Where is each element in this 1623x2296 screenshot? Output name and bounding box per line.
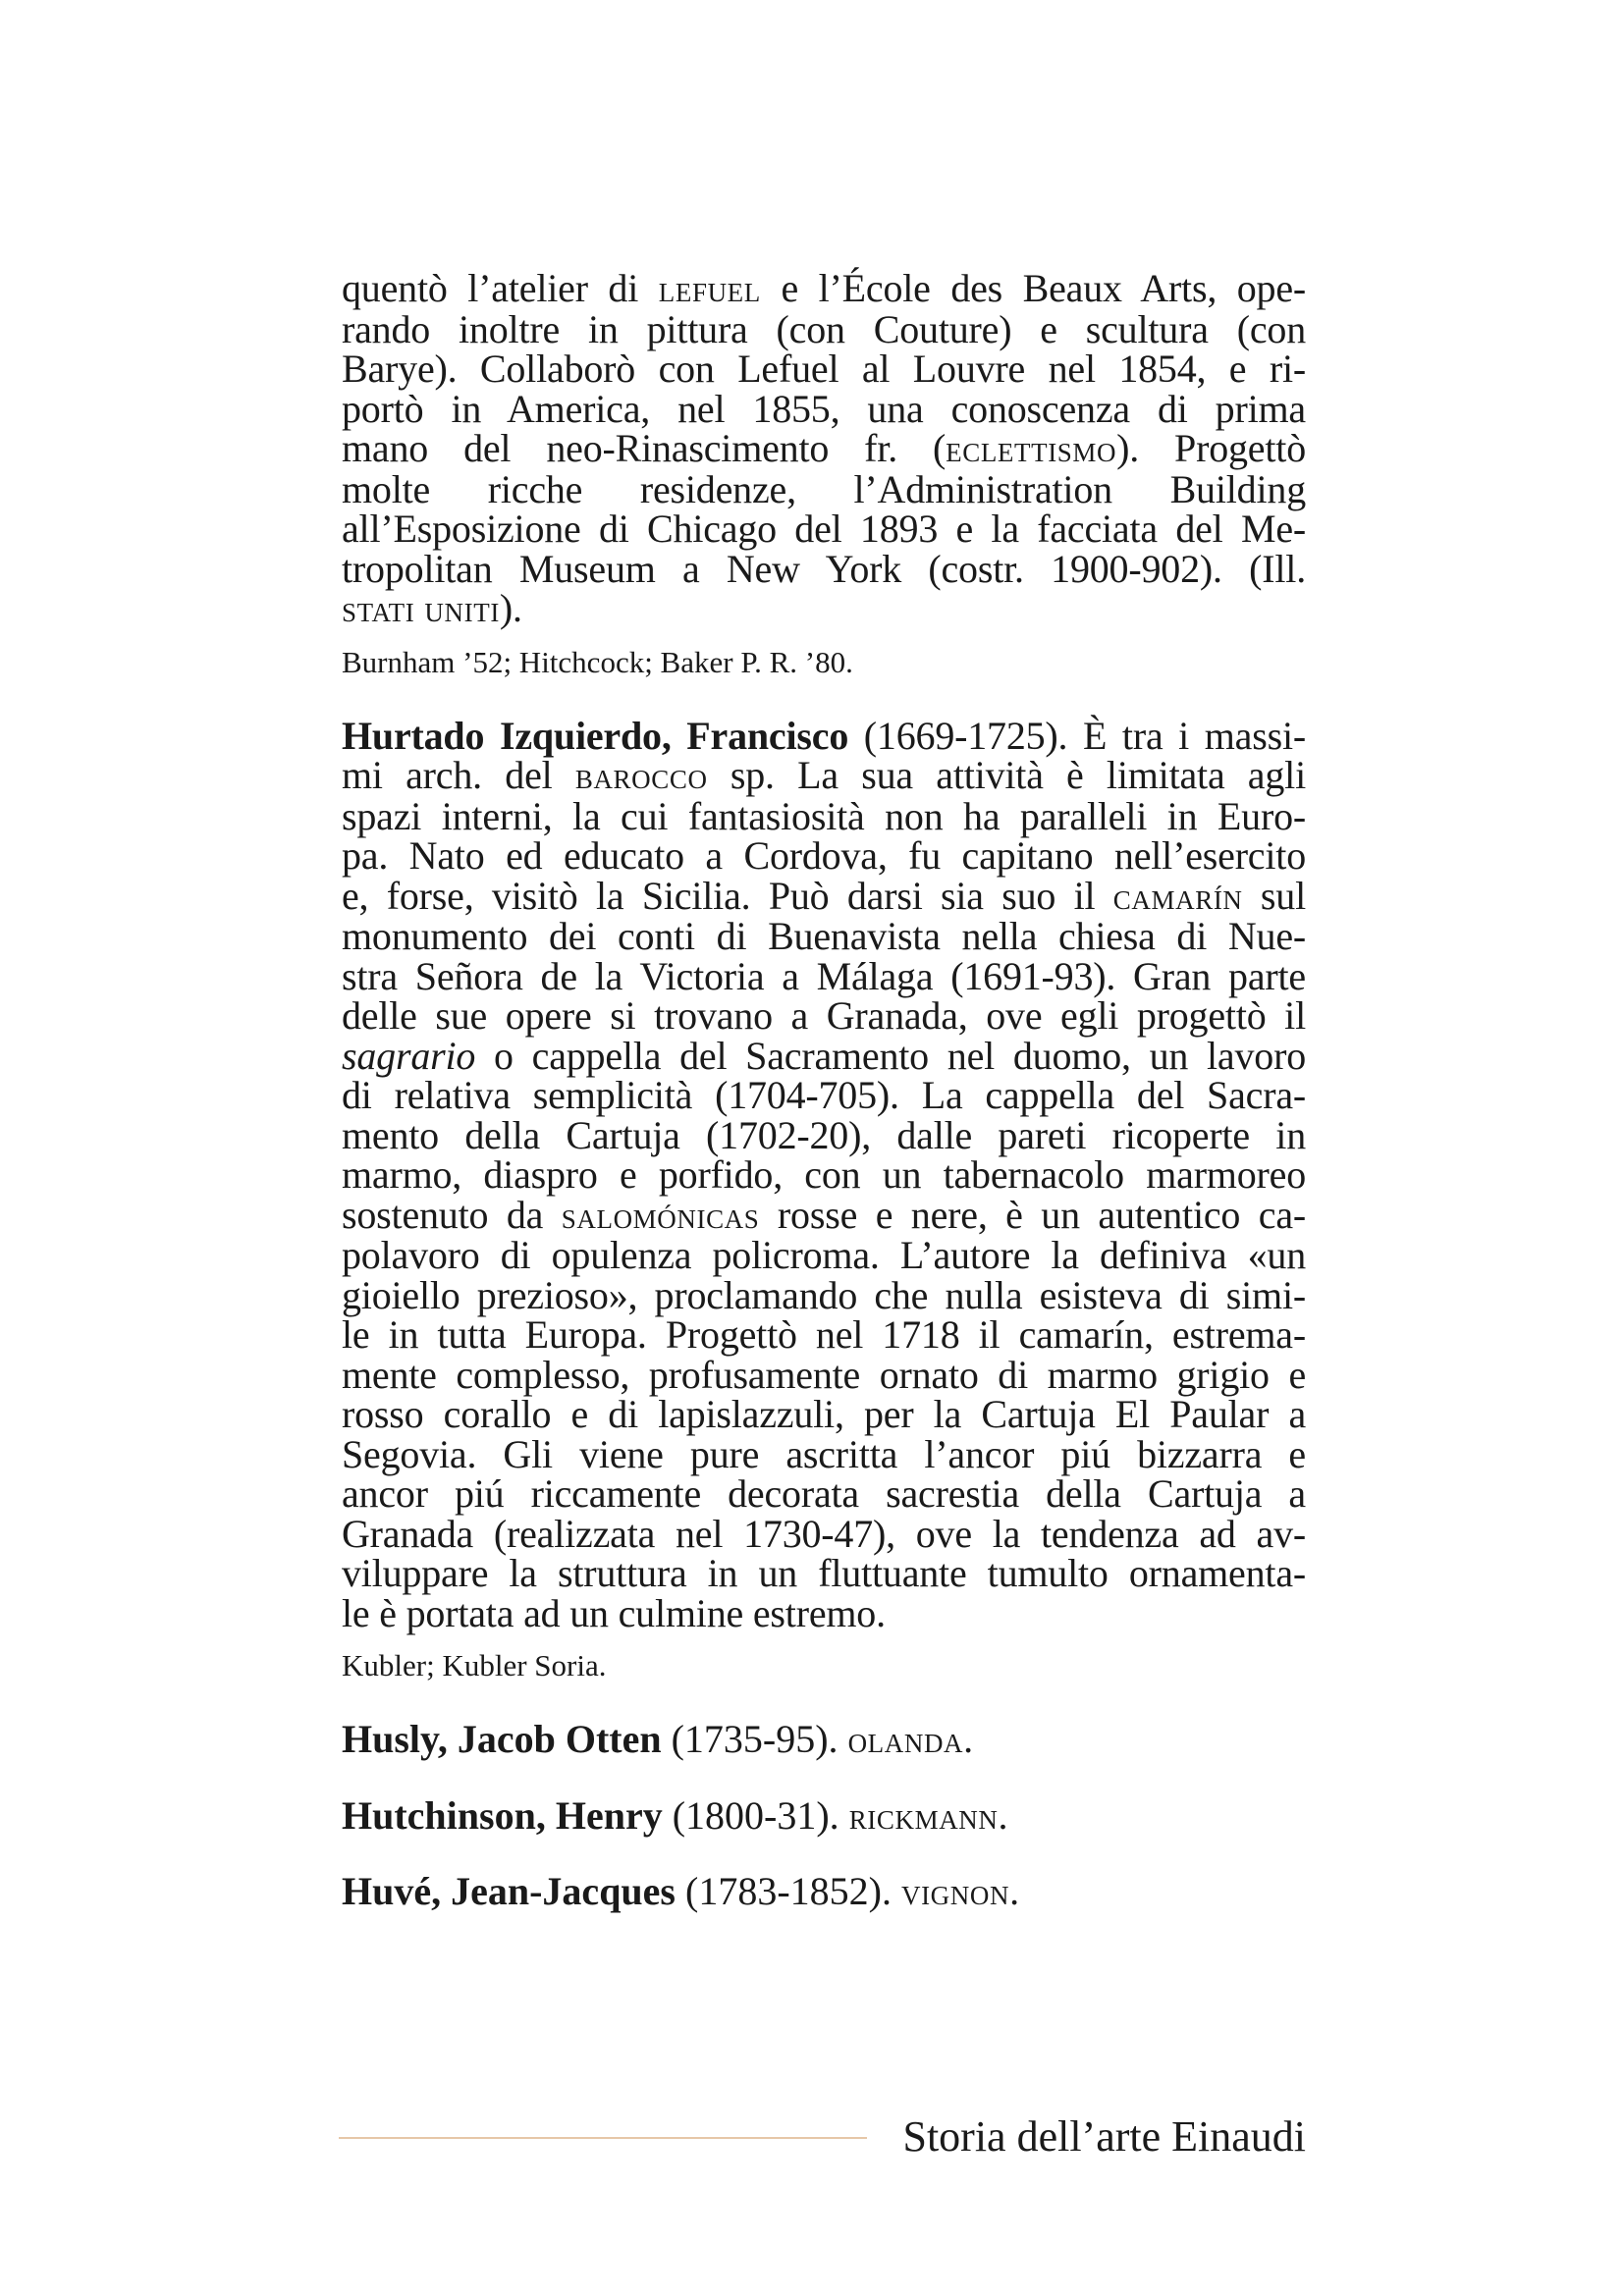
- text-line: gioiello prezioso», proclamando che nulla esisteva di simi-: [342, 1272, 1306, 1317]
- page-footer: [339, 2108, 1306, 2166]
- text-line: sostenuto da salomónicas rosse e nere, è un autentico ca-: [342, 1192, 1306, 1237]
- cross-reference: lefuel: [658, 269, 761, 310]
- cross-reference: eclettismo: [946, 429, 1117, 470]
- text-line: pa. Nato ed educato a Cordova, fu capitano nell’esercito: [342, 833, 1306, 878]
- text-line: di relativa semplicità (1704-705). La cappella del Sacra-: [342, 1073, 1306, 1117]
- text-line: Barye). Collaborò con Lefuel al Louvre nel 1854, e ri-: [342, 347, 1306, 391]
- entry-hurtado-body: [342, 713, 1306, 1635]
- entry-headword: Husly, Jacob Otten: [342, 1717, 662, 1761]
- cross-reference: camarín: [1112, 876, 1243, 918]
- entry-dates: (1783-1852).: [676, 1869, 901, 1913]
- italic-term: sagrario: [342, 1033, 476, 1078]
- text-line: Segovia. Gli viene pure ascritta l’ancor piú bizzarra e: [342, 1431, 1306, 1476]
- text-line: portò in America, nel 1855, una conoscenza di prima: [342, 386, 1306, 431]
- text-line: ancor piú riccamente decorata sacrestia della Cartuja a: [342, 1471, 1306, 1516]
- short-entries: [342, 1717, 1306, 1913]
- text-line: mi arch. del barocco sp. La sua attività è limitata agli: [342, 753, 1306, 797]
- text-line: quentò l’atelier di lefuel e l’École des Beaux Arts, ope-: [342, 266, 1306, 310]
- text-line: mente complesso, profusamente ornato di marmo grigio e: [342, 1352, 1306, 1397]
- entry-dates: (1800-31).: [662, 1792, 849, 1838]
- short-entry: Huvé, Jean-Jacques (1783-1852). vignon.: [342, 1869, 1020, 1913]
- text-line: Granada (realizzata nel 1730-47), ove la tendenza ad av-: [342, 1511, 1306, 1556]
- entry-continued-body: [342, 266, 1306, 630]
- cross-reference: olanda: [847, 1720, 964, 1761]
- text-line: tropolitan Museum a New York (costr. 1900-902). (Ill.: [342, 546, 1306, 591]
- text-line: polavoro di opulenza policroma. L’autore la definiva «un: [342, 1233, 1306, 1277]
- entry-headword: Huvé, Jean-Jacques: [342, 1869, 676, 1913]
- text-line: molte ricche residenze, l’Administration Building: [342, 466, 1306, 511]
- text-line: rosso corallo e di lapislazzuli, per la Cartuja El Paular a: [342, 1392, 1306, 1436]
- cross-reference: vignon: [900, 1872, 1010, 1913]
- text-line: delle sue opere si trovano a Granada, ove egli progettò il: [342, 993, 1306, 1038]
- short-entry: Hutchinson, Henry (1800-31). rickmann.: [342, 1792, 1008, 1838]
- entry-dates: (1735-95).: [661, 1717, 848, 1761]
- entry-headword: Hutchinson, Henry: [342, 1792, 663, 1838]
- text-line: stra Señora de la Victoria a Málaga (1691-93). Gran parte: [342, 953, 1306, 998]
- text-line: rando inoltre in pittura (con Couture) e scultura (con: [342, 306, 1306, 351]
- text-line: e, forse, visitò la Sicilia. Può darsi sia suo il camarín sul: [342, 873, 1306, 918]
- footer-rule: [339, 2137, 867, 2139]
- cross-reference: salomónicas: [561, 1195, 760, 1237]
- short-entry: Husly, Jacob Otten (1735-95). olanda.: [342, 1717, 974, 1761]
- text-line: monumento dei conti di Buenavista nella chiesa di Nue-: [342, 914, 1306, 958]
- text-line: le è portata ad un culmine estremo.: [342, 1590, 886, 1635]
- text-line: viluppare la struttura in un fluttuante tumulto ornamenta-: [342, 1551, 1306, 1595]
- entry-headword: Hurtado Izquierdo, Francisco: [342, 713, 849, 758]
- text-line: le in tutta Europa. Progettò nel 1718 il camarín, estrema-: [342, 1312, 1306, 1357]
- text-line: sagrario o cappella del Sacramento nel duomo, un lavoro: [342, 1033, 1306, 1078]
- text-line: mento della Cartuja (1702-20), dalle pareti ricoperte in: [342, 1112, 1306, 1157]
- footer-publication-title: Storia dell’arte Einaudi: [902, 2112, 1306, 2161]
- text-line: marmo, diaspro e porfido, con un tabernacolo marmoreo: [342, 1152, 1306, 1197]
- cross-reference: rickmann: [848, 1795, 999, 1838]
- cross-reference: stati uniti: [342, 589, 500, 630]
- text-column: [342, 266, 1306, 1913]
- entry-continued-bibliography: Burnham ’52; Hitchcock; Baker P. R. ’80.: [342, 644, 853, 679]
- cross-reference: barocco: [574, 756, 708, 797]
- text-line: stati uniti).: [342, 586, 522, 630]
- text-line: spazi interni, la cui fantasiosità non ha paralleli in Euro-: [342, 793, 1306, 838]
- text-line: Hurtado Izquierdo, Francisco (1669-1725). È tra i massi-: [342, 713, 1306, 758]
- text-line: mano del neo-Rinascimento fr. (eclettismo). Progettò: [342, 426, 1306, 470]
- text-line: all’Esposizione di Chicago del 1893 e la facciata del Me-: [342, 507, 1306, 551]
- entry-hurtado-bibliography: Kubler; Kubler Soria.: [342, 1648, 607, 1682]
